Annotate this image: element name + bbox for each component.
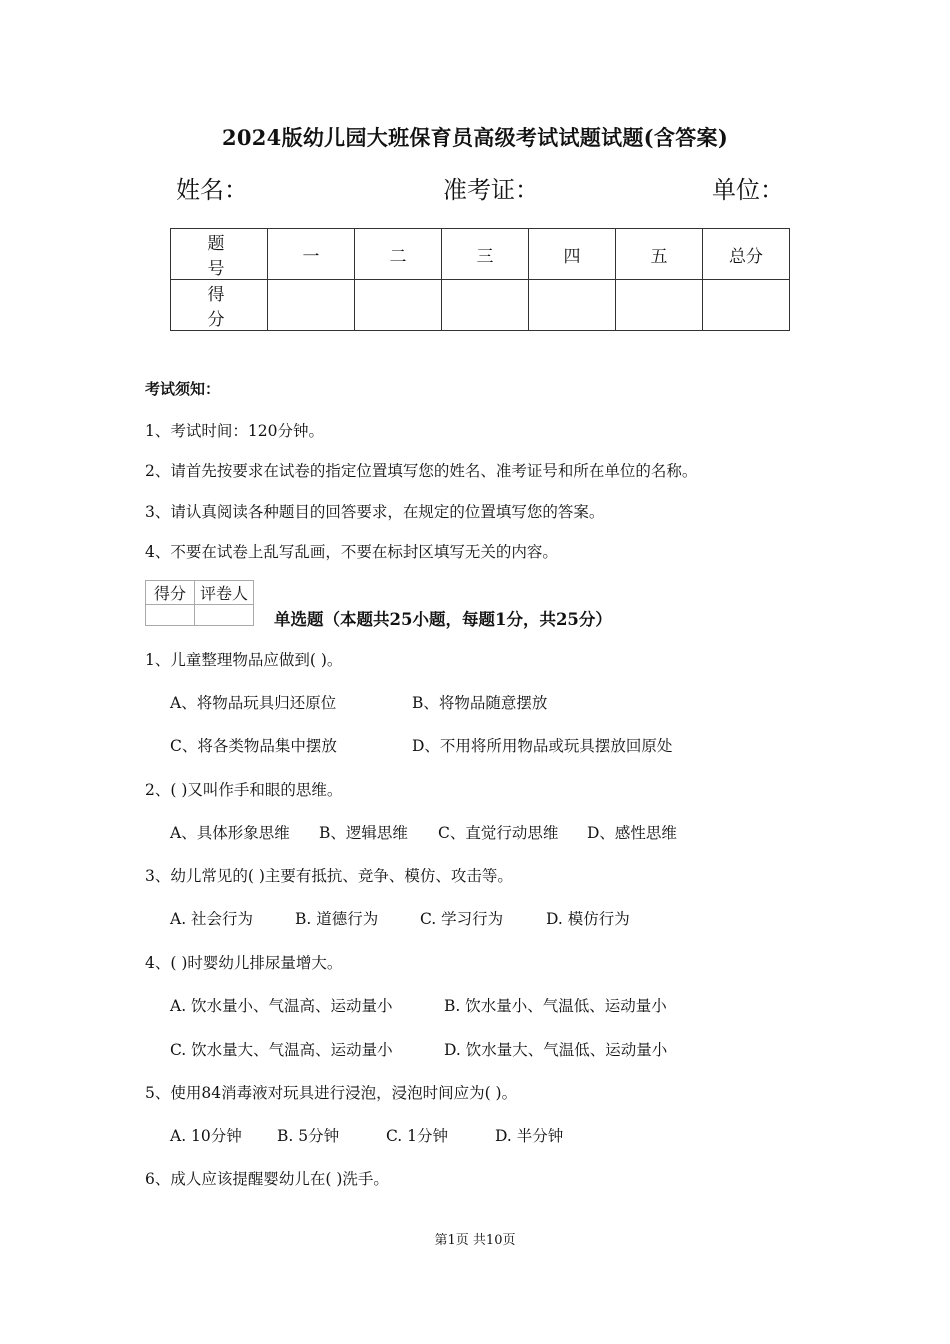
question-stem: 6、成人应该提醒婴幼儿在( )洗手。 <box>145 1170 389 1188</box>
grader-score-label: 得分 <box>146 581 195 605</box>
question-stem: 2、( )又叫作手和眼的思维。 <box>145 781 343 799</box>
question-stem: 1、儿童整理物品应做到( )。 <box>145 651 343 669</box>
question-option[interactable]: B. 饮水量小、气温低、运动量小 <box>444 997 667 1015</box>
name-field-label: 姓名： <box>176 176 248 204</box>
question-option[interactable]: D. 半分钟 <box>495 1127 564 1145</box>
score-table-score-row <box>171 280 790 331</box>
question-stem: 5、使用84消毒液对玩具进行浸泡，浸泡时间应为( )。 <box>145 1084 518 1102</box>
question-option[interactable]: A. 社会行为 <box>170 910 254 928</box>
grader-score-cell[interactable] <box>146 605 195 626</box>
question-option[interactable]: A、具体形象思维 <box>170 824 290 842</box>
score-table-header-row <box>171 229 790 280</box>
question-option[interactable]: A. 饮水量小、气温高、运动量小 <box>170 997 393 1015</box>
question-option[interactable]: B. 5分钟 <box>277 1127 340 1145</box>
score-header-cell: 题 号 <box>171 229 268 280</box>
question-stem: 4、( )时婴幼儿排尿量增大。 <box>145 954 343 972</box>
page-title: 2024版幼儿园大班保育员高级考试试题试题(含答案) <box>221 125 729 150</box>
grader-table <box>145 580 254 626</box>
section-title: 单选题（本题共25小题，每题1分，共25分） <box>274 610 612 629</box>
question-option[interactable]: D. 饮水量大、气温低、运动量小 <box>444 1041 668 1059</box>
unit-field-label: 单位： <box>712 176 784 204</box>
score-input-cell[interactable] <box>616 280 703 331</box>
grader-reviewer-cell[interactable] <box>195 605 254 626</box>
notice-title: 考试须知： <box>145 380 221 398</box>
score-input-cell[interactable] <box>355 280 442 331</box>
score-input-cell[interactable] <box>529 280 616 331</box>
question-option[interactable]: A、将物品玩具归还原位 <box>170 694 337 712</box>
exam-number-field-label: 准考证： <box>443 176 539 204</box>
score-header-cell: 二 <box>355 229 442 280</box>
question-option[interactable]: C. 1分钟 <box>386 1127 449 1145</box>
score-header-cell: 总分 <box>703 229 790 280</box>
page-footer: 第1页 共10页 <box>434 1233 516 1248</box>
question-option[interactable]: C、直觉行动思维 <box>438 824 559 842</box>
score-header-cell: 一 <box>268 229 355 280</box>
question-option[interactable]: C. 学习行为 <box>420 910 504 928</box>
question-stem: 3、幼儿常见的( )主要有抵抗、竞争、模仿、攻击等。 <box>145 867 513 885</box>
question-option[interactable]: C. 饮水量大、气温高、运动量小 <box>170 1041 393 1059</box>
score-header-cell: 五 <box>616 229 703 280</box>
question-option[interactable]: D. 模仿行为 <box>546 910 630 928</box>
question-option[interactable]: A. 10分钟 <box>170 1127 242 1145</box>
score-header-cell: 三 <box>442 229 529 280</box>
grader-reviewer-label: 评卷人 <box>195 581 254 605</box>
score-input-cell[interactable] <box>703 280 790 331</box>
score-row-label: 得 分 <box>171 280 268 331</box>
question-option[interactable]: D、感性思维 <box>587 824 677 842</box>
notice-rule: 1、考试时间：120分钟。 <box>145 422 324 440</box>
question-option[interactable]: B、将物品随意摆放 <box>412 694 548 712</box>
question-option[interactable]: B、逻辑思维 <box>319 824 408 842</box>
question-option[interactable]: C、将各类物品集中摆放 <box>170 737 337 755</box>
notice-rule: 3、请认真阅读各种题目的回答要求，在规定的位置填写您的答案。 <box>145 503 605 521</box>
notice-rule: 2、请首先按要求在试卷的指定位置填写您的姓名、准考证号和所在单位的名称。 <box>145 462 698 480</box>
score-input-cell[interactable] <box>268 280 355 331</box>
score-input-cell[interactable] <box>442 280 529 331</box>
question-option[interactable]: B. 道德行为 <box>295 910 379 928</box>
notice-rule: 4、不要在试卷上乱写乱画，不要在标封区填写无关的内容。 <box>145 543 558 561</box>
question-option[interactable]: D、不用将所用物品或玩具摆放回原处 <box>412 737 673 755</box>
score-table <box>170 228 790 331</box>
score-header-cell: 四 <box>529 229 616 280</box>
